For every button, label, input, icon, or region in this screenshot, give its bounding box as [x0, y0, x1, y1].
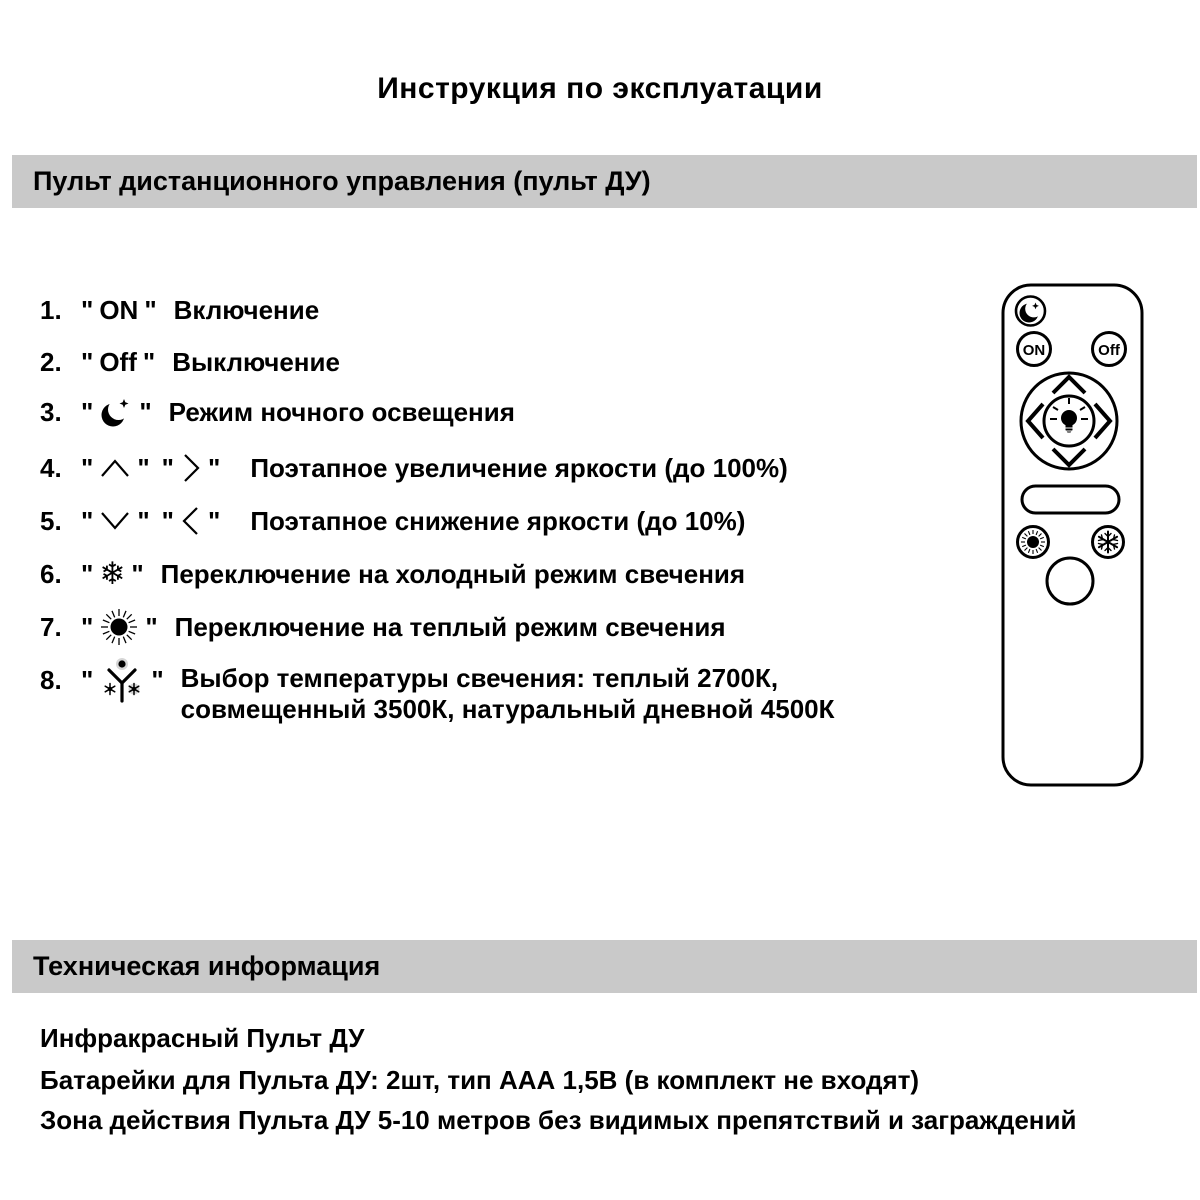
section-header-remote-label: Пульт дистанционного управления (пульт ДУ)	[33, 166, 651, 196]
remote-pill-button	[1022, 486, 1119, 513]
remote-dpad	[1021, 373, 1117, 469]
item-text: Выключение	[172, 346, 340, 377]
quote-mark: "	[81, 611, 94, 642]
page-title: Инструкция по эксплуатации	[377, 72, 823, 105]
quote-mark: "	[137, 452, 150, 483]
list-item	[40, 658, 834, 725]
quote-mark: "	[144, 294, 157, 325]
item-number: 6.	[40, 558, 62, 589]
chevron-left-icon	[180, 505, 202, 537]
item-text	[181, 663, 835, 725]
section-header-tech-label: Техническая информация	[33, 951, 381, 981]
quote-mark: "	[207, 452, 221, 483]
list-item	[40, 552, 745, 596]
quote-mark: "	[131, 558, 144, 589]
item-text: Включение	[173, 294, 320, 325]
on-label: ON	[99, 294, 139, 325]
item-text-line1: Выбор температуры свечения: теплый 2700К,	[180, 663, 779, 693]
list-item	[40, 499, 745, 543]
item-text-line2: совмещенный 3500К, натуральный дневной 4500К	[180, 694, 835, 724]
list-item	[40, 390, 515, 434]
quote-mark: "	[81, 664, 94, 695]
moon-icon	[99, 394, 133, 430]
tech-info-line: Инфракрасный Пульт ДУ	[40, 1023, 365, 1053]
item-number: 3.	[40, 396, 62, 427]
quote-mark: "	[81, 505, 94, 536]
item-text: Переключение на теплый режим свечения	[174, 611, 726, 642]
quote-mark: "	[145, 611, 158, 642]
remote-control-drawing	[997, 281, 1149, 793]
quote-mark: "	[151, 664, 164, 695]
temperature-select-icon	[99, 658, 145, 702]
remote-off-label: Off	[1098, 342, 1120, 359]
item-number: 7.	[40, 611, 62, 642]
item-text: Режим ночного освещения	[168, 396, 515, 427]
list-item	[40, 288, 319, 332]
section-header-remote	[12, 155, 1197, 208]
quote-mark: "	[207, 505, 221, 536]
quote-mark: "	[81, 396, 94, 427]
quote-mark: "	[161, 452, 174, 483]
item-number: 8.	[40, 664, 62, 695]
quote-mark: "	[142, 346, 156, 377]
remote-cold-button	[1093, 527, 1124, 558]
list-item	[40, 605, 726, 649]
quote-mark: "	[161, 505, 174, 536]
remote-warm-button	[1018, 527, 1049, 558]
sun-icon	[99, 607, 139, 647]
remote-bottom-button	[1047, 558, 1093, 604]
chevron-down-icon	[99, 509, 131, 533]
off-label: Off	[99, 346, 137, 377]
list-item	[40, 446, 788, 490]
quote-mark: "	[81, 294, 94, 325]
item-text: Поэтапное снижение яркости (до 10%)	[250, 505, 746, 536]
tech-info-line: Зона действия Пульта ДУ 5-10 метров без видимых препятствий и заграждений	[40, 1105, 1077, 1135]
item-number: 4.	[40, 452, 62, 483]
item-number: 1.	[40, 294, 62, 325]
item-number: 5.	[40, 505, 62, 536]
quote-mark: "	[81, 346, 94, 377]
item-number: 2.	[40, 346, 62, 377]
remote-off-button	[1093, 333, 1126, 366]
remote-night-mode-button	[1016, 297, 1045, 326]
chevron-right-icon	[180, 452, 202, 484]
quote-mark: "	[81, 452, 94, 483]
remote-on-button	[1018, 333, 1051, 366]
item-text: Переключение на холодный режим свечения	[160, 558, 746, 589]
item-text: Поэтапное увеличение яркости (до 100%)	[250, 452, 788, 483]
list-item	[40, 340, 340, 384]
quote-mark: "	[139, 396, 152, 427]
quote-mark: "	[137, 505, 150, 536]
quote-mark: "	[81, 558, 94, 589]
tech-info-line: Батарейки для Пульта ДУ: 2шт, тип ААА 1,5В (в комплект не входят)	[40, 1065, 920, 1095]
chevron-up-icon	[99, 456, 131, 480]
section-header-tech	[12, 940, 1197, 993]
sun-icon	[1021, 530, 1045, 554]
remote-on-label: ON	[1022, 342, 1046, 359]
snowflake-icon: ❄	[99, 555, 126, 592]
